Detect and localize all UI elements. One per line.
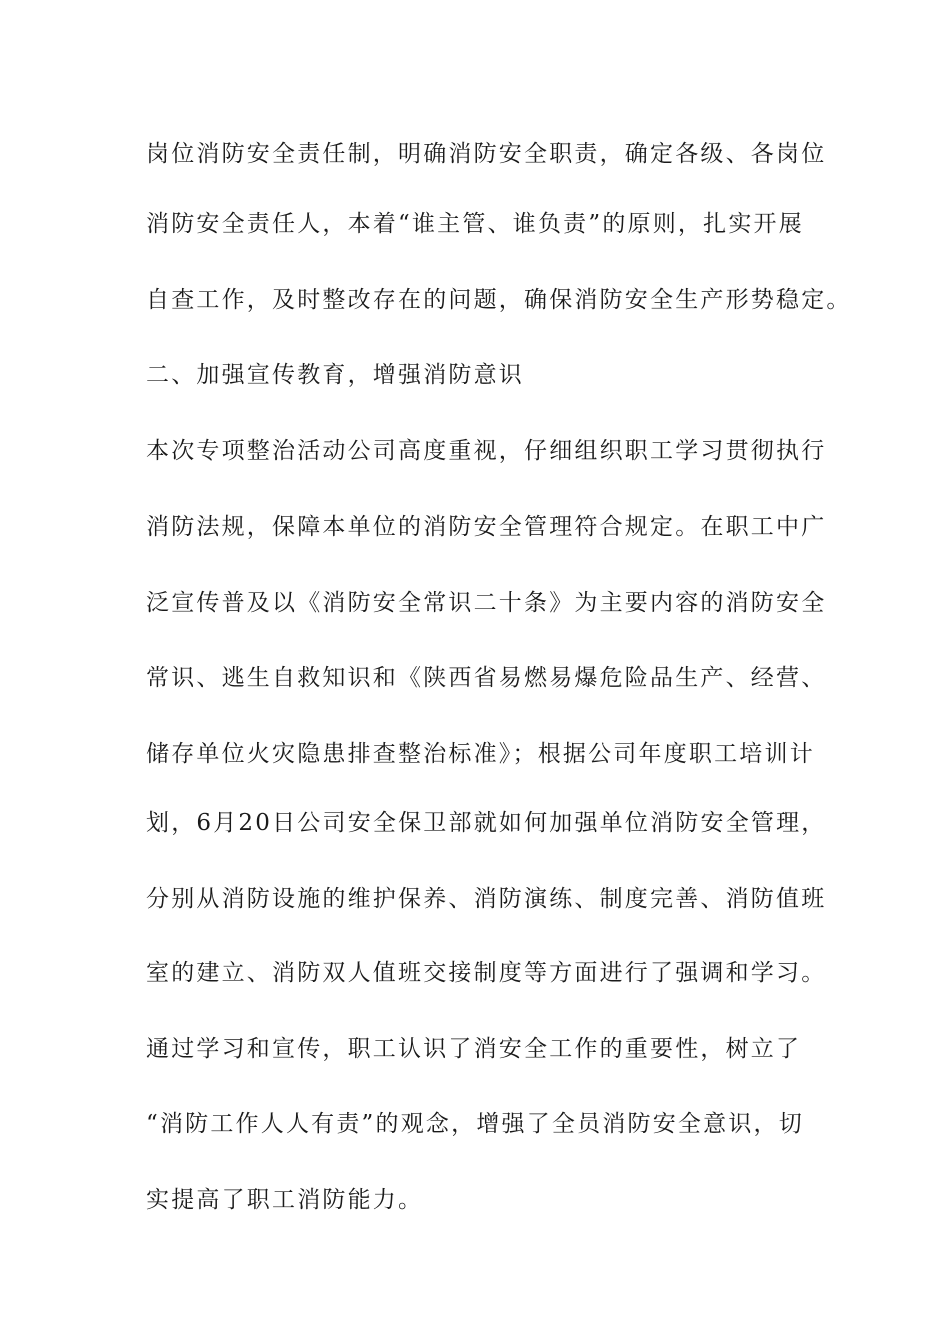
body-text-line: 室的建立、消防双人值班交接制度等方面进行了强调和学习。	[146, 960, 827, 986]
body-text-line: 实提高了职工消防能力。	[146, 1187, 424, 1213]
body-text-line: 储存单位火灾隐患排查整治标准》；根据公司年度职工培训计	[146, 741, 815, 767]
body-text-line: 常识、逃生自救知识和《陕西省易燃易爆危险品生产、经营、	[146, 665, 827, 691]
section-heading: 二、加强宣传教育，增强消防意识	[146, 362, 524, 388]
body-text-line: 本次专项整治活动公司高度重视，仔细组织职工学习贯彻执行	[146, 438, 827, 464]
body-text-line: 通过学习和宣传，职工认识了消安全工作的重要性，树立了	[146, 1036, 802, 1062]
body-text-line: 自查工作，及时整改存在的问题，确保消防安全生产形势稳定。	[146, 287, 852, 313]
body-text-line: 分别从消防设施的维护保养、消防演练、制度完善、消防值班	[146, 886, 827, 912]
body-text-line: “消防工作人人有责”的观念，增强了全员消防安全意识，切	[146, 1111, 804, 1137]
body-text-line: 消防法规，保障本单位的消防安全管理符合规定。在职工中广	[146, 514, 827, 540]
body-text-line: 划，6月20日公司安全保卫部就如何加强单位消防安全管理，	[146, 810, 827, 836]
body-text-line: 岗位消防安全责任制，明确消防安全职责，确定各级、各岗位	[146, 141, 827, 167]
body-text-line: 泛宣传普及以《消防安全常识二十条》为主要内容的消防安全	[146, 590, 827, 616]
body-text-line: 消防安全责任人，本着“谁主管、谁负责”的原则，扎实开展	[146, 211, 804, 237]
